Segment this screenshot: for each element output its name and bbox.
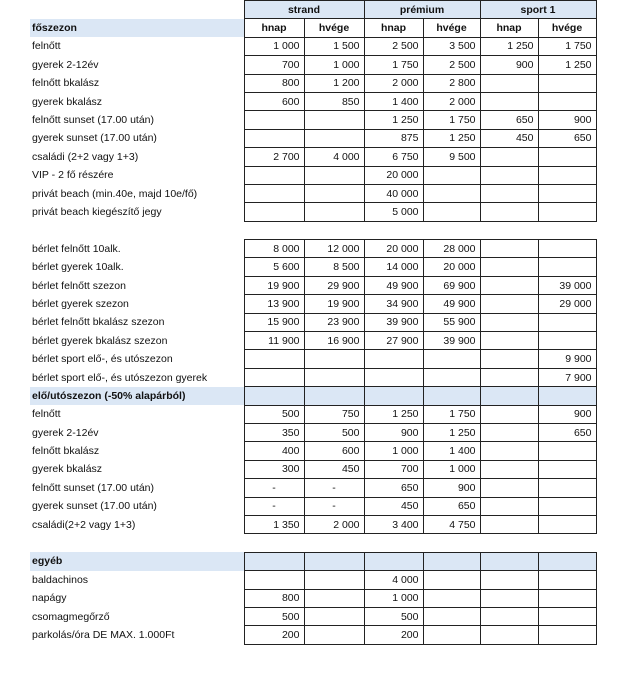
price-cell: 1 250 (480, 37, 538, 55)
price-cell: 750 (304, 405, 364, 423)
price-cell: 900 (538, 111, 596, 129)
price-cell: 55 900 (423, 313, 480, 331)
price-cell: 650 (423, 497, 480, 515)
price-cell: 650 (364, 479, 423, 497)
row-label: felnőtt (32, 40, 61, 53)
price-cell: 200 (244, 626, 304, 644)
price-cell (538, 497, 596, 515)
price-cell: 850 (304, 92, 364, 110)
table-row (30, 276, 596, 294)
price-cell: 800 (244, 589, 304, 607)
group-header-strand: strand (244, 1, 364, 19)
row-label: családi (2+2 vagy 1+3) (32, 150, 139, 163)
price-cell (423, 626, 480, 644)
price-cell (304, 368, 364, 386)
row-label: gyerek bkalász (32, 95, 103, 108)
row-label: bérlet felnőtt szezon (32, 279, 126, 292)
price-cell: 28 000 (423, 240, 480, 258)
table-row (30, 571, 596, 589)
row-label: bérlet sport elő-, és utószezon gyerek (32, 371, 208, 384)
row-label: gyerek bkalász (32, 463, 103, 476)
price-cell (538, 240, 596, 258)
price-cell (538, 515, 596, 533)
price-cell (244, 203, 304, 221)
price-cell: 1 000 (364, 589, 423, 607)
price-cell (538, 203, 596, 221)
row-label: napágy (32, 592, 67, 605)
price-cell (304, 129, 364, 147)
price-cell: 3 500 (423, 37, 480, 55)
price-cell: 1 750 (423, 405, 480, 423)
row-label: gyerek 2-12év (32, 58, 99, 71)
table-row (30, 166, 596, 184)
price-cell (480, 276, 538, 294)
price-cell: 27 900 (364, 332, 423, 350)
price-cell: 400 (244, 442, 304, 460)
price-cell: 39 000 (538, 276, 596, 294)
price-cell: 5 600 (244, 258, 304, 276)
price-cell: 1 400 (423, 442, 480, 460)
price-cell: 2 700 (244, 148, 304, 166)
price-cell: 69 900 (423, 276, 480, 294)
price-cell (480, 515, 538, 533)
row-label: bérlet felnőtt bkalász szezon (32, 316, 165, 329)
price-cell (423, 571, 480, 589)
price-cell: 14 000 (364, 258, 423, 276)
price-cell (304, 111, 364, 129)
price-cell: 2 800 (423, 74, 480, 92)
price-cell (423, 184, 480, 202)
header-cell (423, 387, 480, 405)
price-cell: 2 000 (364, 74, 423, 92)
spacer-row (30, 221, 596, 239)
price-cell: 9 500 (423, 148, 480, 166)
section-title: főszezon (30, 19, 244, 37)
price-cell (480, 442, 538, 460)
price-cell (304, 589, 364, 607)
price-cell (480, 184, 538, 202)
table-row (30, 258, 596, 276)
price-cell: 1 750 (364, 56, 423, 74)
row-label: gyerek sunset (17.00 után) (32, 500, 157, 513)
price-cell (480, 295, 538, 313)
price-cell (244, 111, 304, 129)
row-label: bérlet gyerek bkalász szezon (32, 334, 168, 347)
price-cell: 650 (480, 111, 538, 129)
header-cell (244, 387, 304, 405)
table-row (30, 423, 596, 441)
row-label: csomagmegőrző (32, 610, 110, 623)
price-cell (538, 607, 596, 625)
header-cell (244, 552, 304, 570)
header-cell (538, 552, 596, 570)
price-cell: 8 500 (304, 258, 364, 276)
price-cell (480, 460, 538, 478)
group-header-sport: sport 1 (480, 1, 596, 19)
row-label: baldachinos (32, 573, 89, 586)
price-cell: 1 250 (364, 111, 423, 129)
price-cell: 2 500 (423, 56, 480, 74)
price-cell (480, 313, 538, 331)
price-cell: 4 000 (304, 148, 364, 166)
price-cell (480, 332, 538, 350)
price-cell: 20 000 (423, 258, 480, 276)
price-cell: 875 (364, 129, 423, 147)
price-cell (480, 350, 538, 368)
price-cell: 300 (244, 460, 304, 478)
row-label: VIP - 2 fő részére (32, 169, 114, 182)
price-cell (423, 607, 480, 625)
price-cell: 700 (364, 460, 423, 478)
price-cell (480, 240, 538, 258)
price-cell: - (304, 479, 364, 497)
price-cell: 1 500 (304, 37, 364, 55)
price-cell: - (244, 479, 304, 497)
price-cell: 600 (304, 442, 364, 460)
price-cell: 450 (304, 460, 364, 478)
price-cell: 500 (244, 607, 304, 625)
price-cell (480, 497, 538, 515)
price-cell (423, 350, 480, 368)
price-cell: 1 250 (423, 129, 480, 147)
price-cell (538, 571, 596, 589)
price-cell (480, 571, 538, 589)
table-row (30, 332, 596, 350)
price-cell: 650 (538, 129, 596, 147)
price-cell (304, 571, 364, 589)
price-cell: 1 250 (423, 423, 480, 441)
section-title: elő/utószezon (-50% alapárból) (30, 387, 244, 405)
table-row (30, 589, 596, 607)
table-row (30, 74, 596, 92)
price-cell: 600 (244, 92, 304, 110)
table-row (30, 607, 596, 625)
header-corner (30, 1, 244, 19)
header-cell (364, 552, 423, 570)
price-cell (480, 148, 538, 166)
header-cell (480, 387, 538, 405)
price-cell: 19 900 (244, 276, 304, 294)
table-row (30, 313, 596, 331)
price-cell: 200 (364, 626, 423, 644)
price-cell: 1 400 (364, 92, 423, 110)
price-cell: 1 000 (423, 460, 480, 478)
price-cell: 900 (538, 405, 596, 423)
price-cell: 450 (480, 129, 538, 147)
price-cell: 20 000 (364, 166, 423, 184)
price-cell (538, 166, 596, 184)
row-label: gyerek sunset (17.00 után) (32, 132, 157, 145)
price-cell (304, 184, 364, 202)
price-cell (244, 350, 304, 368)
header-sub-row (30, 19, 596, 37)
price-cell (480, 368, 538, 386)
table-row (30, 405, 596, 423)
price-cell: 15 900 (244, 313, 304, 331)
row-label: felnőtt (32, 408, 61, 421)
row-label: privát beach (min.40e, majd 10e/fő) (32, 187, 198, 200)
price-cell (538, 626, 596, 644)
group-header-premium: prémium (364, 1, 480, 19)
price-cell: 29 000 (538, 295, 596, 313)
price-cell (244, 571, 304, 589)
price-cell (480, 423, 538, 441)
price-cell: 29 900 (304, 276, 364, 294)
price-cell: 1 000 (244, 37, 304, 55)
sub-header: hvége (423, 19, 480, 37)
table-row (30, 295, 596, 313)
header-cell (538, 387, 596, 405)
row-label: privát beach kiegészítő jegy (32, 205, 162, 218)
price-cell: 1 250 (364, 405, 423, 423)
price-cell: 800 (244, 74, 304, 92)
price-cell: 500 (244, 405, 304, 423)
price-cell (304, 350, 364, 368)
price-cell (538, 479, 596, 497)
header-cell (364, 387, 423, 405)
price-cell: 39 900 (423, 332, 480, 350)
price-cell (538, 460, 596, 478)
price-cell (480, 166, 538, 184)
price-cell: 2 000 (304, 515, 364, 533)
price-cell (480, 479, 538, 497)
price-cell (538, 332, 596, 350)
section-header-row (30, 387, 596, 405)
price-cell: 7 900 (538, 368, 596, 386)
table-row (30, 350, 596, 368)
price-cell: 1 000 (364, 442, 423, 460)
price-cell (480, 626, 538, 644)
price-cell: 1 750 (423, 111, 480, 129)
row-label: felnőtt bkalász (32, 445, 100, 458)
table-row (30, 37, 596, 55)
price-cell (480, 405, 538, 423)
price-cell: 1 750 (538, 37, 596, 55)
sub-header: hnap (480, 19, 538, 37)
table-row (30, 368, 596, 386)
price-cell: 9 900 (538, 350, 596, 368)
price-cell: 8 000 (244, 240, 304, 258)
price-cell: 40 000 (364, 184, 423, 202)
price-cell (244, 184, 304, 202)
price-cell: 20 000 (364, 240, 423, 258)
price-cell: 900 (423, 479, 480, 497)
price-cell: 1 350 (244, 515, 304, 533)
row-label: felnőtt sunset (17.00 után) (32, 481, 154, 494)
price-cell: 5 000 (364, 203, 423, 221)
price-cell (480, 74, 538, 92)
price-cell: 19 900 (304, 295, 364, 313)
price-cell: 500 (364, 607, 423, 625)
table-row (30, 497, 596, 515)
price-cell (538, 589, 596, 607)
sub-header: hnap (244, 19, 304, 37)
price-cell (304, 203, 364, 221)
row-label: felnőtt bkalász (32, 77, 100, 90)
price-cell: 13 900 (244, 295, 304, 313)
table-row (30, 184, 596, 202)
table-row (30, 56, 596, 74)
price-cell (304, 607, 364, 625)
table-row (30, 460, 596, 478)
sub-header: hnap (364, 19, 423, 37)
section-header-row (30, 552, 596, 570)
price-cell: 4 000 (364, 571, 423, 589)
price-cell: 34 900 (364, 295, 423, 313)
price-cell (538, 148, 596, 166)
price-cell (364, 368, 423, 386)
price-cell (364, 350, 423, 368)
price-cell (480, 203, 538, 221)
price-cell: 3 400 (364, 515, 423, 533)
price-cell: 1 250 (538, 56, 596, 74)
row-label: gyerek 2-12év (32, 426, 99, 439)
price-cell: 500 (304, 423, 364, 441)
header-cell (480, 552, 538, 570)
price-cell: 650 (538, 423, 596, 441)
price-cell (538, 74, 596, 92)
price-table (30, 0, 597, 645)
price-cell (480, 607, 538, 625)
header-group-row (30, 1, 596, 19)
price-cell: 450 (364, 497, 423, 515)
row-label: parkolás/óra DE MAX. 1.000Ft (32, 628, 175, 641)
row-label: felnőtt sunset (17.00 után) (32, 114, 154, 127)
price-cell: 49 900 (364, 276, 423, 294)
section-title: egyéb (30, 552, 244, 570)
price-cell: 12 000 (304, 240, 364, 258)
price-cell (304, 626, 364, 644)
price-cell: 39 900 (364, 313, 423, 331)
price-cell (538, 92, 596, 110)
price-cell (423, 166, 480, 184)
price-cell (244, 166, 304, 184)
price-cell: - (244, 497, 304, 515)
price-cell: 700 (244, 56, 304, 74)
price-cell: 11 900 (244, 332, 304, 350)
sub-header: hvége (538, 19, 596, 37)
price-cell: 1 200 (304, 74, 364, 92)
price-cell (423, 368, 480, 386)
table-row (30, 442, 596, 460)
price-cell (538, 442, 596, 460)
price-cell (244, 129, 304, 147)
price-cell: 900 (480, 56, 538, 74)
sub-header: hvége (304, 19, 364, 37)
price-cell: 2 000 (423, 92, 480, 110)
price-cell (538, 184, 596, 202)
price-cell: - (304, 497, 364, 515)
row-label: bérlet felnőtt 10alk. (32, 242, 121, 255)
table-row (30, 129, 596, 147)
table-row (30, 240, 596, 258)
price-cell: 4 750 (423, 515, 480, 533)
table-row (30, 92, 596, 110)
row-label: családi(2+2 vagy 1+3) (32, 518, 136, 531)
price-cell: 2 500 (364, 37, 423, 55)
table-row (30, 148, 596, 166)
header-cell (304, 387, 364, 405)
row-label: bérlet gyerek szezon (32, 297, 129, 310)
header-cell (423, 552, 480, 570)
table-row (30, 626, 596, 644)
price-cell: 16 900 (304, 332, 364, 350)
price-cell (538, 313, 596, 331)
price-cell (423, 203, 480, 221)
price-cell (304, 166, 364, 184)
price-cell (480, 92, 538, 110)
table-row (30, 515, 596, 533)
price-cell: 6 750 (364, 148, 423, 166)
price-cell (480, 589, 538, 607)
price-cell (423, 589, 480, 607)
header-cell (304, 552, 364, 570)
price-cell: 49 900 (423, 295, 480, 313)
table-row (30, 203, 596, 221)
row-label: bérlet sport elő-, és utószezon (32, 353, 173, 366)
table-row (30, 111, 596, 129)
price-cell: 350 (244, 423, 304, 441)
price-cell (244, 368, 304, 386)
spacer-row (30, 534, 596, 552)
row-label: bérlet gyerek 10alk. (32, 261, 124, 274)
price-cell: 1 000 (304, 56, 364, 74)
price-cell (538, 258, 596, 276)
price-cell: 900 (364, 423, 423, 441)
table-row (30, 479, 596, 497)
price-cell (480, 258, 538, 276)
price-cell: 23 900 (304, 313, 364, 331)
